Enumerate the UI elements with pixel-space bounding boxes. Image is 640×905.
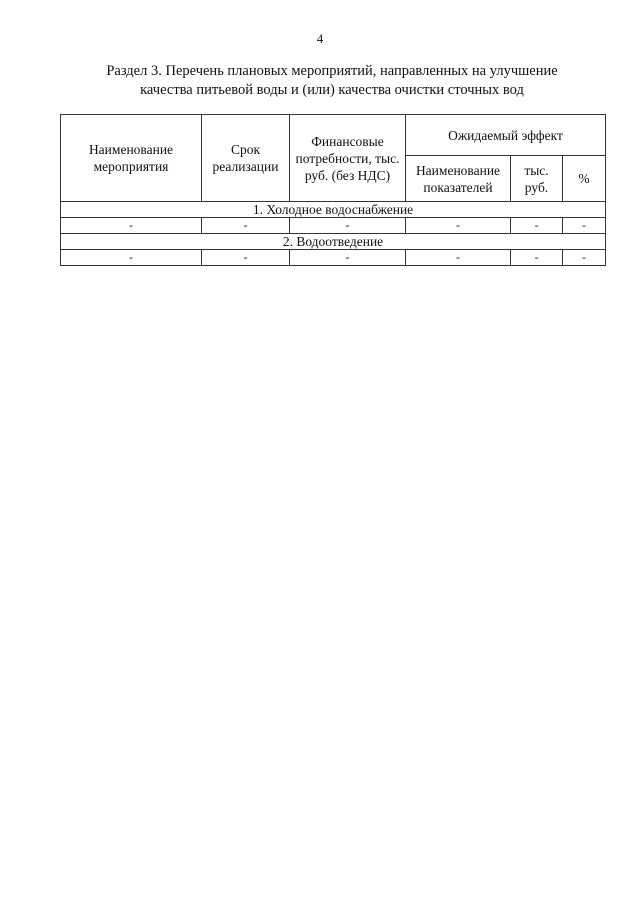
section-title: 2. Водоотведение — [61, 234, 606, 250]
table-cell: - — [511, 218, 563, 234]
table-cell: - — [563, 218, 606, 234]
table-cell: - — [202, 250, 290, 266]
section-title: 1. Холодное водоснабжение — [61, 202, 606, 218]
section-row — [61, 234, 606, 250]
table-row — [61, 250, 606, 266]
header-name: Наименование мероприятия — [61, 115, 202, 202]
header-finance: Финансовые потребности, тыс. руб. (без НДС) — [290, 115, 406, 202]
table-cell: - — [290, 250, 406, 266]
section-row — [61, 202, 606, 218]
page-number: 4 — [316, 31, 324, 46]
table-header-row — [61, 115, 606, 156]
table-cell: - — [563, 250, 606, 266]
table-cell: - — [406, 218, 511, 234]
header-effect: Ожидаемый эффект — [406, 115, 606, 156]
table-row — [61, 218, 606, 234]
table-cell: - — [61, 218, 202, 234]
table-cell: - — [202, 218, 290, 234]
header-term: Срок реализации — [202, 115, 290, 202]
table-cell: - — [61, 250, 202, 266]
table-cell: - — [406, 250, 511, 266]
table-cell: - — [511, 250, 563, 266]
heading-line-2: качества питьевой воды и (или) качества очистки сточных вод — [140, 82, 524, 98]
heading-line-1: Раздел 3. Перечень плановых мероприятий, направленных на улучшение — [106, 63, 558, 79]
plan-table — [60, 114, 606, 266]
table-cell: - — [290, 218, 406, 234]
section-heading — [60, 62, 604, 100]
header-indicator: Наименование показателей — [406, 156, 511, 202]
header-thousand-rub: тыс. руб. — [511, 156, 563, 202]
header-percent: % — [563, 156, 606, 202]
